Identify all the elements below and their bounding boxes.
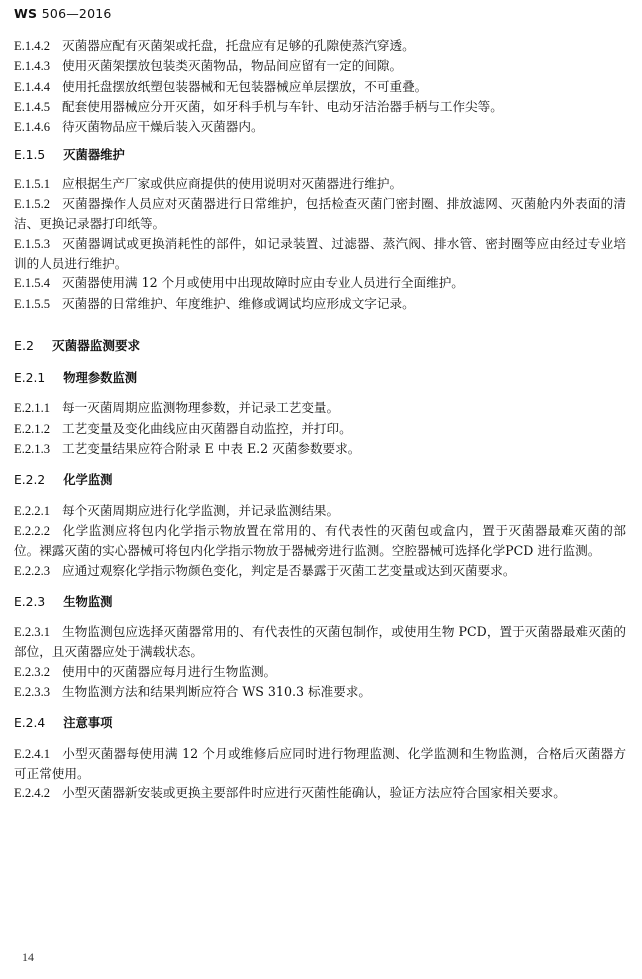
clause-e213 bbox=[14, 439, 626, 459]
clause-e155 bbox=[14, 294, 626, 314]
clause-number: E.2.1.2 bbox=[14, 421, 51, 436]
clause-text: 每个灭菌周期应进行化学监测，并记录监测结果。 bbox=[62, 502, 340, 518]
clause-number: E.1.4.5 bbox=[14, 99, 51, 114]
clause-text: 化学监测应将包内化学指示物放置在常用的、有代表性的灭菌包或盒内，置于灭菌器最难灭菌的部位。裸露灭菌的实心器械可将包内化学指示物放于器械旁进行监测。空腔器械可选择化学PCD 进行监测。 bbox=[14, 522, 626, 559]
clause-number: E.1.4.2 bbox=[14, 39, 51, 53]
clause-e143 bbox=[14, 56, 626, 76]
section-heading-e22 bbox=[14, 471, 626, 490]
clause-e153 bbox=[14, 234, 626, 274]
section-heading-e21 bbox=[14, 369, 626, 388]
clause-e223 bbox=[14, 561, 626, 581]
section-number: E.1.5 bbox=[14, 148, 46, 163]
section-title: 化学监测 bbox=[63, 473, 113, 488]
section-number: E.2.3 bbox=[14, 594, 46, 609]
clause-text: 使用灭菌架摆放包装类灭菌物品，物品间应留有一定的间隙。 bbox=[62, 58, 403, 74]
section-number: E.2.2 bbox=[14, 473, 46, 488]
section-heading-e2 bbox=[14, 336, 626, 355]
section-title: 灭菌器维护 bbox=[63, 148, 125, 163]
clause-text: 生物监测方法和结果判断应符合 WS 310.3 标准要求。 bbox=[62, 684, 371, 700]
clause-number: E.1.5.5 bbox=[14, 296, 51, 311]
page-number: 14 bbox=[22, 950, 34, 964]
clause-text: 小型灭菌器新安装或更换主要部件时应进行灭菌性能确认，验证方法应符合国家相关要求。 bbox=[62, 785, 566, 801]
clause-text: 待灭菌物品应干燥后装入灭菌器内。 bbox=[62, 119, 264, 135]
clause-e154 bbox=[14, 273, 626, 293]
clause-e232 bbox=[14, 662, 626, 682]
clause-e151 bbox=[14, 174, 626, 194]
clause-number: E.2.3.3 bbox=[14, 685, 51, 700]
section-title: 生物监测 bbox=[63, 594, 113, 609]
clause-e142 bbox=[14, 36, 626, 56]
clause-number: E.2.4.1 bbox=[14, 746, 51, 761]
clause-number: E.2.2.2 bbox=[14, 523, 51, 538]
clause-text: 每一灭菌周期应监测物理参数，并记录工艺变量。 bbox=[62, 400, 340, 416]
clause-e221 bbox=[14, 501, 626, 521]
clause-number: E.2.2.3 bbox=[14, 563, 51, 578]
clause-number: E.1.5.1 bbox=[14, 176, 51, 191]
clause-e152 bbox=[14, 194, 626, 234]
clause-e222 bbox=[14, 521, 626, 561]
clause-text: 灭菌器的日常维护、年度维护、维修或调试均应形成文字记录。 bbox=[62, 295, 415, 311]
section-heading-e24 bbox=[14, 714, 626, 733]
section-number: E.2.1 bbox=[14, 371, 46, 386]
section-title: 物理参数监测 bbox=[63, 371, 138, 386]
clause-e144 bbox=[14, 77, 626, 97]
section-number: E.2 bbox=[14, 337, 34, 353]
clause-text: 应根据生产厂家或供应商提供的使用说明对灭菌器进行维护。 bbox=[62, 175, 403, 191]
clause-text: 灭菌器调试或更换消耗性的部件，如记录装置、过滤器、蒸汽阀、排水管、密封圈等应由经过专业培训的人员进行维护。 bbox=[14, 235, 626, 271]
clause-e145 bbox=[14, 97, 626, 117]
clause-e241 bbox=[14, 744, 626, 784]
clause-number: E.1.5.2 bbox=[14, 197, 51, 212]
clause-e211 bbox=[14, 398, 626, 418]
clause-text: 配套使用器械应分开灭菌，如牙科手机与车针、电动牙洁治器手柄与工作尖等。 bbox=[62, 98, 503, 114]
clause-number: E.2.1.3 bbox=[14, 442, 51, 457]
standard-code: 506—2016 bbox=[41, 6, 112, 21]
clause-text: 使用托盘摆放纸塑包装器械和无包装器械应单层摆放，不可重叠。 bbox=[62, 78, 428, 94]
clause-number: E.1.5.4 bbox=[14, 276, 51, 291]
clause-text: 生物监测包应选择灭菌器常用的、有代表性的灭菌包制作，或使用生物 PCD，置于灭菌器最难灭菌的部位，且灭菌器应处于满载状态。 bbox=[14, 624, 626, 660]
section-heading-e23 bbox=[14, 593, 626, 612]
clause-number: E.1.4.6 bbox=[14, 120, 51, 135]
clause-e212 bbox=[14, 419, 626, 439]
clause-number: E.2.3.2 bbox=[14, 664, 51, 679]
standard-prefix: WS bbox=[14, 6, 38, 21]
clause-text: 工艺变量结果应符合附录 E 中表 E.2 灭菌参数要求。 bbox=[62, 441, 361, 457]
clause-text: 应通过观察化学指示物颜色变化，判定是否暴露于灭菌工艺变量或达到灭菌要求。 bbox=[62, 562, 516, 578]
clause-text: 小型灭菌器每使用满 12 个月或维修后应同时进行物理监测、化学监测和生物监测，合格后灭菌器方可正常使用。 bbox=[14, 745, 626, 781]
clause-e146 bbox=[14, 117, 626, 137]
section-heading-e15 bbox=[14, 146, 626, 165]
document-header bbox=[14, 6, 112, 21]
clause-text: 灭菌器操作人员应对灭菌器进行日常维护，包括检查灭菌门密封圈、排放滤网、灭菌舱内外表面的清洁、更换记录器打印纸等。 bbox=[14, 196, 626, 232]
clause-text: 灭菌器使用满 12 个月或使用中出现故障时应由专业人员进行全面维护。 bbox=[62, 275, 464, 291]
section-title: 灭菌器监测要求 bbox=[51, 337, 141, 353]
clause-number: E.1.5.3 bbox=[14, 236, 51, 251]
clause-number: E.1.4.3 bbox=[14, 59, 51, 74]
clause-number: E.2.3.1 bbox=[14, 625, 51, 640]
section-number: E.2.4 bbox=[14, 716, 46, 731]
clause-e242 bbox=[14, 783, 626, 803]
clause-e231 bbox=[14, 622, 626, 662]
document-body bbox=[14, 36, 626, 804]
clause-number: E.2.2.1 bbox=[14, 503, 51, 518]
clause-e233 bbox=[14, 682, 626, 702]
clause-text: 使用中的灭菌器应每月进行生物监测。 bbox=[62, 663, 277, 679]
clause-text: 工艺变量及变化曲线应由灭菌器自动监控，并打印。 bbox=[62, 420, 352, 436]
clause-number: E.2.4.2 bbox=[14, 786, 51, 801]
section-title: 注意事项 bbox=[63, 716, 113, 731]
clause-number: E.1.4.4 bbox=[14, 79, 51, 94]
clause-text: 灭菌器应配有灭菌架或托盘，托盘应有足够的孔隙使蒸汽穿透。 bbox=[62, 38, 415, 53]
clause-number: E.2.1.1 bbox=[14, 401, 51, 416]
